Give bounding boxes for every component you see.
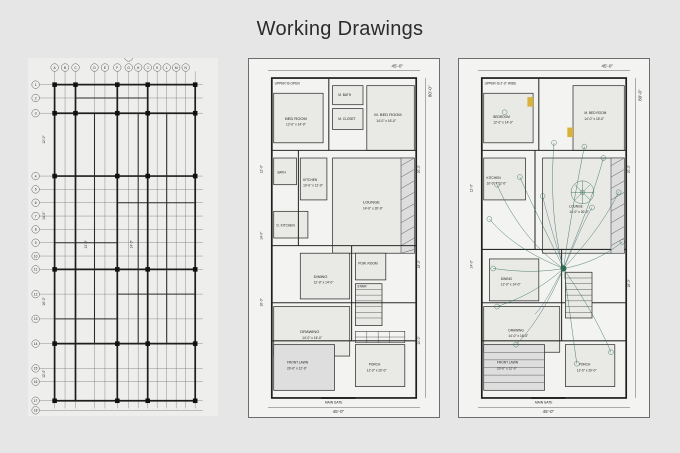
room-porch	[355, 345, 404, 387]
svg-text:12'-0": 12'-0"	[42, 369, 47, 378]
structural-grid-drawing	[28, 58, 218, 416]
svg-text:6: 6	[34, 201, 37, 206]
svg-text:10'-0" x 12'-0": 10'-0" x 12'-0"	[486, 181, 507, 186]
top-dimension: 45'-0"	[391, 63, 404, 69]
svg-text:14'-0": 14'-0"	[129, 240, 134, 249]
svg-text:FRONT LAWN: FRONT LAWN	[497, 360, 519, 365]
svg-text:17: 17	[33, 399, 38, 404]
svg-text:14: 14	[33, 341, 38, 346]
sheet-electrical-layout-plan[interactable]	[458, 58, 650, 418]
svg-text:G: G	[127, 65, 130, 70]
page-title: Working Drawings	[256, 18, 424, 40]
svg-text:12'-0": 12'-0"	[42, 135, 47, 144]
svg-text:M. CLOSET: M. CLOSET	[338, 116, 356, 121]
room-front-lawn	[274, 345, 335, 391]
svg-text:M. BATH: M. BATH	[338, 93, 352, 98]
svg-text:PORCH: PORCH	[368, 362, 381, 367]
svg-text:BATH: BATH	[277, 170, 286, 175]
room-kitchen	[300, 158, 327, 200]
sheet-structural-grid-plan[interactable]	[28, 58, 218, 416]
svg-text:MAIN GATE: MAIN GATE	[535, 400, 553, 405]
bottom-dimension: 45'-0"	[332, 409, 345, 415]
svg-text:9: 9	[34, 241, 37, 246]
svg-text:18'-0": 18'-0"	[417, 260, 421, 269]
svg-text:A: A	[53, 65, 56, 70]
svg-text:20'-0" x 12'-0": 20'-0" x 12'-0"	[287, 366, 307, 371]
room-porch-elec	[565, 345, 614, 387]
svg-text:POW. ROOM: POW. ROOM	[358, 261, 378, 266]
room-dining-elec	[489, 259, 538, 301]
svg-text:DINING: DINING	[313, 273, 328, 279]
svg-text:15: 15	[33, 366, 38, 371]
svg-text:12'-0": 12'-0"	[417, 336, 421, 345]
ceiling-fan-symbol	[571, 181, 594, 204]
svg-text:12'-0" x 14'-0": 12'-0" x 14'-0"	[493, 120, 513, 125]
svg-text:2: 2	[34, 96, 37, 101]
svg-text:10'-0" x 12'-0": 10'-0" x 12'-0"	[303, 183, 323, 188]
svg-text:DINING: DINING	[500, 276, 513, 281]
top-dimension: 45'-0"	[601, 63, 614, 69]
svg-text:16'-0": 16'-0"	[42, 297, 47, 306]
svg-text:11: 11	[33, 267, 38, 272]
svg-text:18'-0": 18'-0"	[627, 279, 631, 288]
planter-strip-elec	[611, 158, 624, 253]
room-bedroom	[484, 93, 533, 143]
svg-text:D: D	[93, 65, 96, 70]
room-bath	[274, 158, 297, 185]
svg-text:8: 8	[34, 227, 37, 232]
svg-text:MAIN GATE: MAIN GATE	[325, 400, 343, 405]
svg-text:20'-0": 20'-0"	[627, 165, 631, 174]
svg-text:14'-0" x 16'-0": 14'-0" x 16'-0"	[376, 118, 397, 123]
main-gate-elec	[531, 398, 565, 405]
svg-text:10'-0": 10'-0"	[83, 240, 88, 249]
room-label-upper-wide: UPPER IS 2'-0" WIDE	[484, 81, 517, 86]
svg-text:BED ROOM: BED ROOM	[285, 115, 307, 121]
svg-text:H: H	[137, 65, 140, 70]
svg-text:L: L	[165, 65, 168, 70]
row-grid-bubbles-left	[32, 81, 40, 414]
column-grid-bubbles-top	[51, 58, 190, 71]
svg-text:13: 13	[33, 317, 38, 322]
svg-text:E: E	[103, 65, 107, 70]
room-m-bed-room	[367, 86, 415, 151]
svg-text:M. BED ROOM: M. BED ROOM	[374, 112, 402, 118]
svg-text:14'-0" x 16'-0": 14'-0" x 16'-0"	[508, 334, 529, 339]
svg-text:12'-0": 12'-0"	[259, 165, 264, 174]
svg-text:12'-0" x 20'-0": 12'-0" x 20'-0"	[576, 368, 597, 373]
svg-text:20'-0": 20'-0"	[417, 165, 421, 174]
svg-text:K: K	[156, 65, 159, 70]
room-m-closet	[333, 109, 363, 130]
sheet-architectural-floor-plan[interactable]	[248, 58, 440, 418]
svg-text:12'-0": 12'-0"	[469, 184, 474, 193]
svg-text:4: 4	[34, 174, 37, 179]
room-label-upper-open: UPPER IS OPEN	[274, 81, 300, 86]
svg-text:14'-0" x 16'-0": 14'-0" x 16'-0"	[302, 335, 322, 340]
room-d-kitchen	[274, 211, 308, 238]
room-dining	[300, 253, 349, 299]
svg-text:10: 10	[33, 254, 38, 259]
room-kitchen-elec	[484, 158, 526, 200]
right-dimension: 80'-0"	[637, 89, 643, 101]
electrical-plan-drawing	[459, 59, 649, 417]
svg-text:14'-0" x 20'-0": 14'-0" x 20'-0"	[569, 210, 589, 215]
svg-text:C: C	[74, 65, 77, 70]
svg-text:1: 1	[34, 82, 37, 87]
planter-strip	[401, 158, 414, 253]
svg-text:M: M	[174, 65, 178, 70]
svg-text:BEDROOM: BEDROOM	[493, 115, 510, 120]
grid-lines-horizontal	[39, 85, 202, 411]
svg-text:14'-0" x 20'-0": 14'-0" x 20'-0"	[363, 206, 383, 211]
svg-text:DRAWING: DRAWING	[300, 329, 320, 335]
room-m-bed-room-elec	[567, 86, 624, 151]
svg-text:KITCHEN: KITCHEN	[303, 177, 318, 182]
svg-text:M. BED ROOM: M. BED ROOM	[584, 111, 607, 116]
floor-plan-drawing	[249, 59, 439, 417]
svg-text:18: 18	[33, 408, 38, 413]
svg-text:J: J	[146, 65, 149, 70]
room-pow-room	[355, 253, 385, 280]
svg-text:14'-0" x 16'-0": 14'-0" x 16'-0"	[584, 116, 605, 121]
svg-text:DRAWING: DRAWING	[508, 328, 524, 333]
svg-text:12: 12	[33, 292, 38, 297]
svg-text:LOUNGE: LOUNGE	[363, 199, 380, 205]
svg-text:F: F	[116, 65, 119, 70]
svg-text:14'-0": 14'-0"	[259, 231, 264, 240]
svg-text:7: 7	[34, 214, 37, 219]
svg-text:N: N	[184, 65, 187, 70]
svg-text:12'-0" x 14'-0": 12'-0" x 14'-0"	[500, 282, 521, 287]
svg-text:16: 16	[33, 380, 38, 385]
svg-text:14'-0": 14'-0"	[42, 211, 47, 220]
right-dimension: 80'-0"	[427, 85, 433, 98]
bottom-dimension: 45'-0"	[542, 409, 555, 415]
svg-text:20'-0" x 12'-0": 20'-0" x 12'-0"	[497, 366, 517, 371]
svg-text:FRONT LAWN: FRONT LAWN	[287, 360, 309, 365]
svg-text:16'-0": 16'-0"	[259, 298, 264, 307]
svg-text:12'-0" x 14'-0": 12'-0" x 14'-0"	[313, 280, 334, 285]
svg-text:12'-0" x 20'-0": 12'-0" x 20'-0"	[366, 368, 387, 373]
svg-text:B: B	[63, 65, 67, 70]
svg-text:KITCHEN: KITCHEN	[486, 175, 501, 180]
svg-text:STAIR: STAIR	[357, 284, 367, 289]
svg-text:5: 5	[34, 187, 37, 192]
svg-text:LOUNGE: LOUNGE	[569, 204, 583, 209]
svg-text:12'-0" x 14'-0": 12'-0" x 14'-0"	[286, 122, 306, 127]
svg-text:PORCH: PORCH	[578, 362, 591, 367]
room-m-bath	[333, 86, 363, 105]
room-bed-room	[274, 93, 323, 143]
svg-text:3: 3	[34, 111, 37, 116]
stair-run	[355, 284, 382, 326]
svg-text:14'-0": 14'-0"	[469, 260, 474, 269]
main-gate	[321, 398, 355, 405]
svg-text:D. KITCHEN: D. KITCHEN	[276, 223, 295, 228]
